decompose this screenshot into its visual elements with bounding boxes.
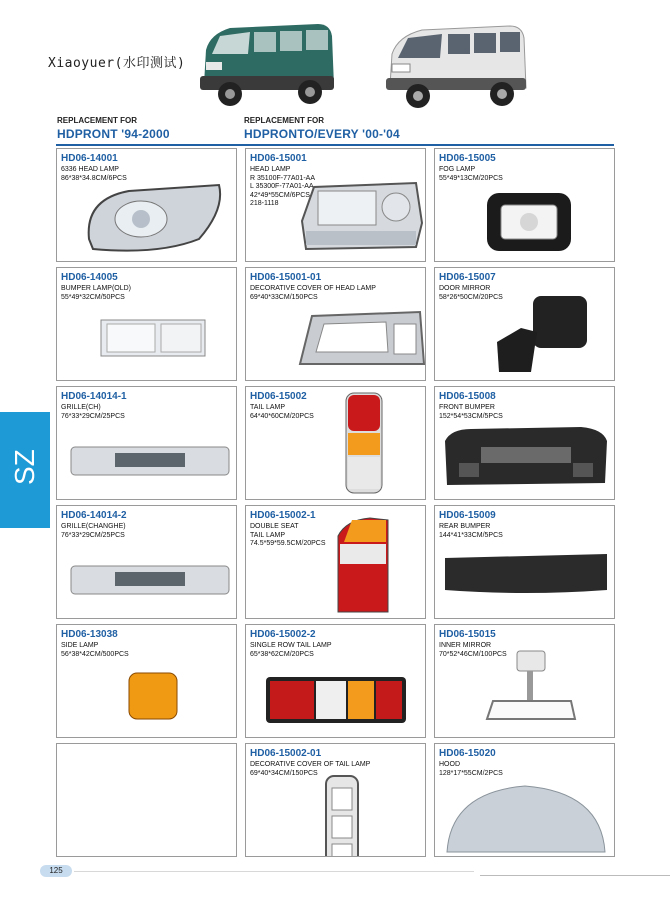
product-card (56, 267, 237, 381)
product-card (56, 505, 237, 619)
side-section-tab (0, 412, 50, 528)
tail-lamp-cover-icon (322, 774, 362, 857)
product-code: HD06-15020 (439, 748, 496, 759)
product-description (439, 166, 611, 183)
product-description (439, 523, 611, 540)
product-code: HD06-15009 (439, 510, 496, 521)
product-spec-line: 6336 HEAD LAMP (61, 166, 119, 173)
product-spec-line: REAR BUMPER (439, 523, 491, 530)
grille-icon (69, 445, 231, 482)
product-code: HD06-15001 (250, 153, 307, 164)
product-spec-line: 218-1118 (250, 200, 279, 208)
product-spec-line: HEAD LAMP (250, 166, 291, 173)
product-description (61, 285, 233, 302)
product-spec-line: SINGLE ROW TAIL LAMP (250, 642, 332, 649)
product-code: HD06-13038 (61, 629, 118, 640)
product-card (434, 505, 615, 619)
product-spec-line: DOUBLE SEAT (250, 523, 299, 530)
product-code: HD06-15002-2 (250, 629, 316, 640)
product-spec-line: GRILLE(CH) (61, 404, 101, 411)
product-spec-line: TAIL LAMP (250, 404, 286, 411)
head-lamp-icon (79, 179, 229, 262)
product-spec-line: FOG LAMP (439, 166, 476, 173)
page-number: 125 (40, 865, 72, 877)
product-code: HD06-14005 (61, 272, 118, 283)
product-code: HD06-14014-1 (61, 391, 127, 402)
product-description (250, 642, 422, 659)
product-spec-line: DOOR MIRROR (439, 285, 491, 292)
product-description (250, 404, 422, 421)
head-lamp-square-icon (296, 177, 426, 262)
product-spec-line: 76*33*29CM/25PCS (61, 531, 125, 539)
right-replacement-label: REPLACEMENT FOR (244, 116, 324, 125)
product-card (56, 743, 237, 857)
door-mirror-icon (491, 292, 591, 381)
side-lamp-icon (125, 669, 181, 728)
product-code: HD06-15005 (439, 153, 496, 164)
product-spec-line: L 35300F-77A01-AA (250, 183, 314, 191)
product-card (434, 148, 615, 262)
green-van-image (190, 14, 338, 114)
footer-divider (74, 871, 474, 872)
product-description (439, 761, 611, 778)
tail-lamp-double-icon (330, 516, 392, 619)
bumper-lamp-icon (99, 316, 207, 365)
product-card (434, 386, 615, 500)
product-spec-line: R 35100F-77A01-AA (250, 174, 315, 182)
product-description (61, 642, 233, 659)
product-spec-line: SIDE LAMP (61, 642, 99, 649)
product-spec-line: FRONT BUMPER (439, 404, 495, 411)
product-spec-line: 152*54*53CM/5PCS (439, 412, 503, 420)
product-card (245, 267, 426, 381)
single-row-tail-lamp-icon (264, 675, 408, 730)
product-spec-line: 58*26*50CM/20PCS (439, 293, 503, 301)
watermark-text: Xiaoyuer(水印测试) (48, 56, 186, 71)
product-card (245, 386, 426, 500)
tail-lamp-icon (342, 391, 386, 500)
product-spec-line: 64*40*60CM/20PCS (250, 412, 314, 420)
product-code: HD06-15007 (439, 272, 496, 283)
product-spec-line: 70*52*46CM/100PCS (439, 650, 507, 658)
product-spec-line: BUMPER LAMP(OLD) (61, 285, 132, 292)
product-spec-line: 128*17*55CM/2PCS (439, 769, 503, 777)
product-spec-line: 69*40*33CM/150PCS (250, 293, 318, 301)
product-spec-line: 55*49*32CM/50PCS (61, 293, 125, 301)
product-spec-line: 42*49*55CM/6PCS (250, 191, 310, 199)
side-tab-label: SZ (9, 449, 40, 485)
product-card (56, 386, 237, 500)
product-description (61, 523, 233, 540)
hood-icon (441, 782, 611, 857)
product-code: HD06-15002-01 (250, 748, 322, 759)
right-model-title: HDPRONTO/EVERY '00-'04 (244, 127, 400, 141)
product-card (245, 148, 426, 262)
product-card (245, 624, 426, 738)
lamp-cover-icon (296, 308, 426, 377)
product-card (245, 505, 426, 619)
product-card (56, 148, 237, 262)
product-card (56, 624, 237, 738)
footer-divider-right (480, 875, 670, 876)
rear-bumper-icon (441, 550, 611, 601)
product-code: HD06-15015 (439, 629, 496, 640)
product-description (61, 404, 233, 421)
left-model-title: HDPRONT '94-2000 (57, 127, 170, 141)
white-van-image (380, 16, 530, 114)
product-spec-line: TAIL LAMP (250, 531, 286, 539)
product-code: HD06-15001-01 (250, 272, 322, 283)
inner-mirror-icon (483, 649, 579, 734)
grille-icon (69, 564, 231, 601)
product-description (250, 285, 422, 302)
product-spec-line: 74.5*59*59.5CM/20PCS (250, 540, 326, 548)
fog-lamp-icon (483, 189, 575, 260)
product-code: HD06-14001 (61, 153, 118, 164)
product-spec-line: INNER MIRROR (439, 642, 492, 649)
product-card (434, 624, 615, 738)
product-spec-line: DECORATIVE COVER OF TAIL LAMP (250, 761, 371, 768)
left-replacement-label: REPLACEMENT FOR (57, 116, 137, 125)
header-divider (56, 144, 614, 146)
product-spec-line: DECORATIVE COVER OF HEAD LAMP (250, 285, 376, 292)
product-code: HD06-15002-1 (250, 510, 316, 521)
product-description (439, 404, 611, 421)
product-spec-line: 69*40*34CM/150PCS (250, 769, 318, 777)
product-spec-line: 56*38*42CM/500PCS (61, 650, 129, 658)
product-spec-line: 55*49*13CM/20PCS (439, 174, 503, 182)
product-spec-line: 86*38*34.8CM/6PCS (61, 174, 127, 182)
product-spec-line: 65*38*62CM/20PCS (250, 650, 314, 658)
product-code: HD06-15008 (439, 391, 496, 402)
product-spec-line: 144*41*33CM/5PCS (439, 531, 503, 539)
product-card (434, 743, 615, 857)
product-card (245, 743, 426, 857)
front-bumper-icon (441, 423, 611, 496)
product-card (434, 267, 615, 381)
product-code: HD06-14014-2 (61, 510, 127, 521)
product-spec-line: GRILLE(CHANGHE) (61, 523, 126, 530)
product-spec-line: HOOD (439, 761, 460, 768)
product-code: HD06-15002 (250, 391, 307, 402)
product-spec-line: 76*33*29CM/25PCS (61, 412, 125, 420)
